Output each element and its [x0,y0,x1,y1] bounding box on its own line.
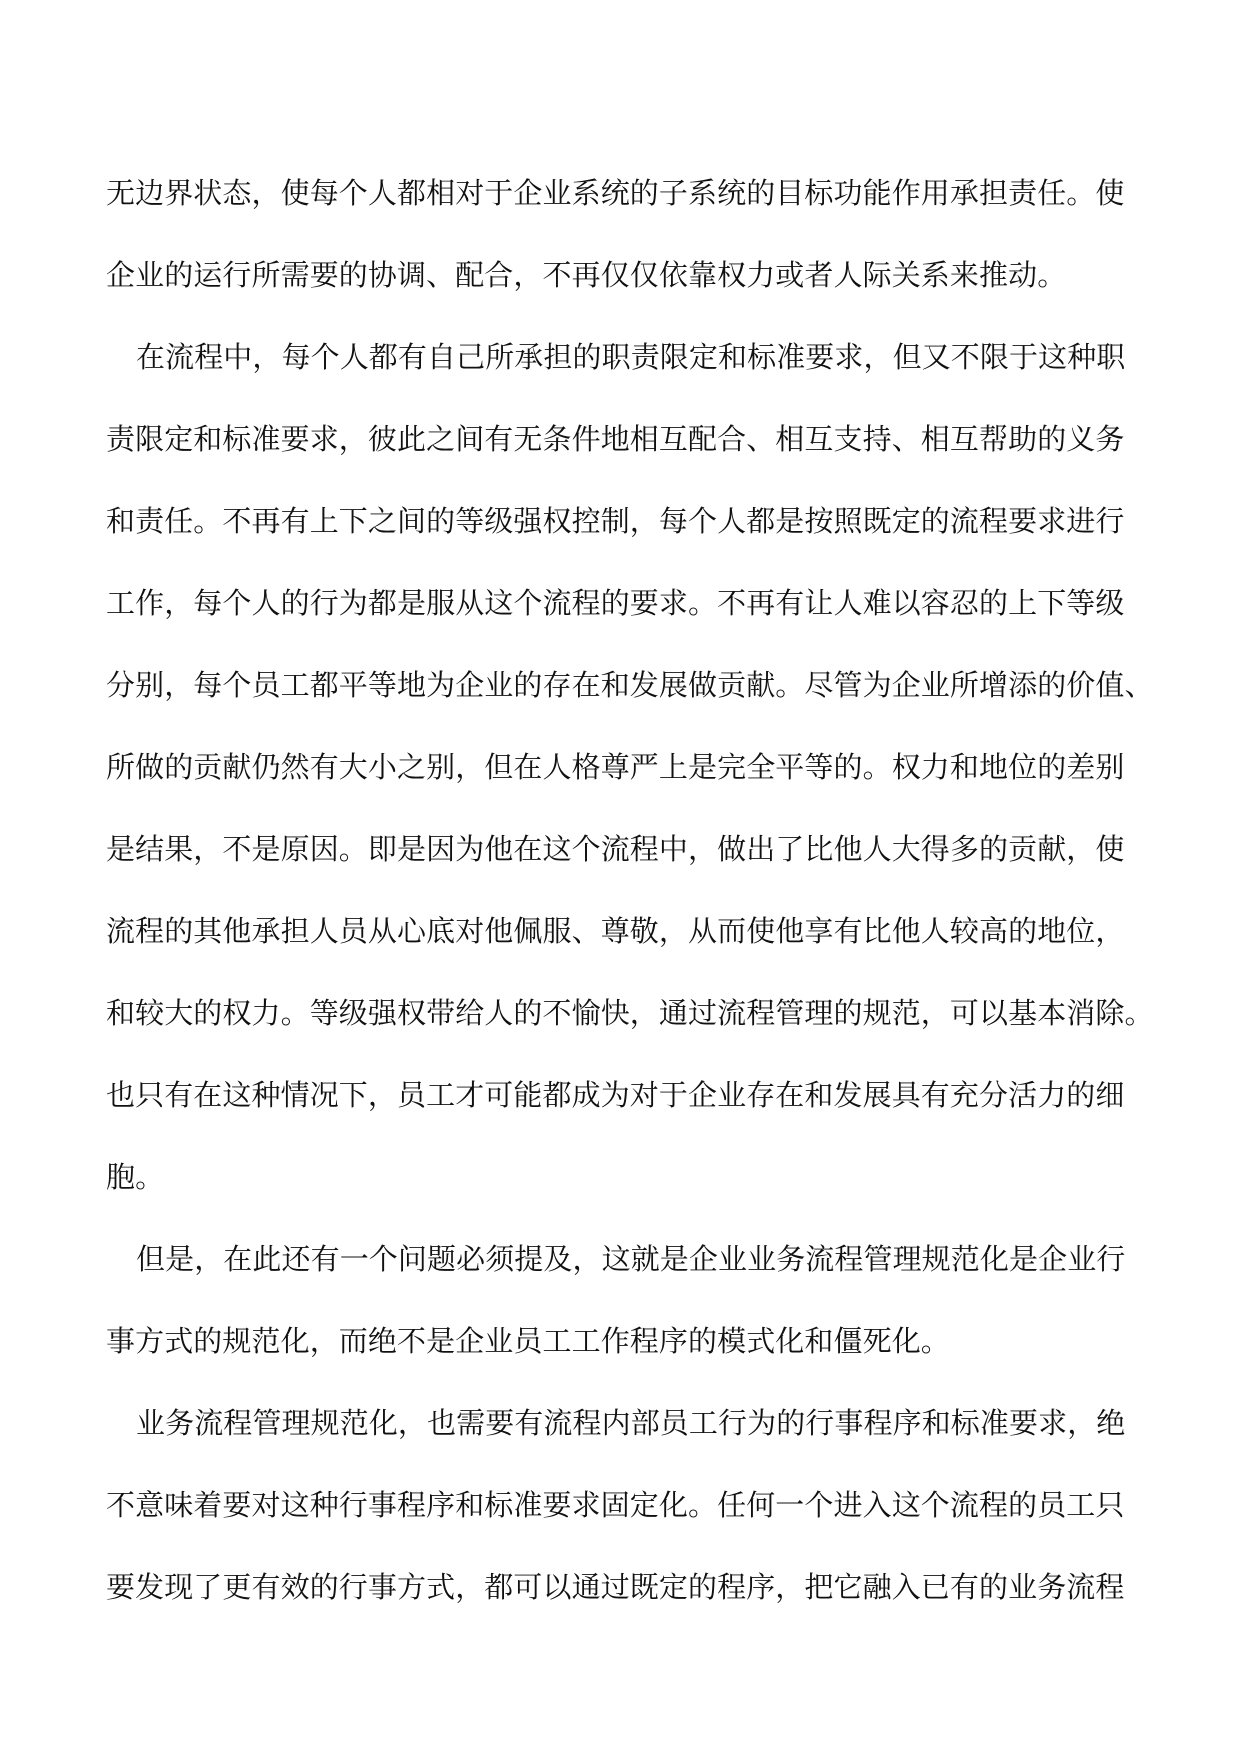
text-line: 无边界状态，使每个人都相对于企业系统的子系统的目标功能作用承担责任。使 [106,176,1125,210]
text-line: 不意味着要对这种行事程序和标准要求固定化。任何一个进入这个流程的员工只 [106,1488,1125,1522]
text-line: 和较大的权力。等级强权带给人的不愉快，通过流程管理的规范，可以基本消除。 [106,996,1154,1030]
text-line: 所做的贡献仍然有大小之别，但在人格尊严上是完全平等的。权力和地位的差别 [106,750,1125,784]
text-line: 要发现了更有效的行事方式，都可以通过既定的程序，把它融入已有的业务流程 [106,1570,1125,1604]
text-line: 是结果，不是原因。即是因为他在这个流程中，做出了比他人大得多的贡献，使 [106,832,1125,866]
text-line: 和责任。不再有上下之间的等级强权控制，每个人都是按照既定的流程要求进行 [106,504,1125,538]
text-line: 事方式的规范化，而绝不是企业员工工作程序的模式化和僵死化。 [106,1324,950,1358]
paragraph-start-line: 业务流程管理规范化，也需要有流程内部员工行为的行事程序和标准要求，绝 [136,1406,1126,1440]
text-line: 胞。 [106,1160,165,1194]
paragraph-start-line: 但是，在此还有一个问题必须提及，这就是企业业务流程管理规范化是企业行 [136,1242,1126,1276]
text-line: 责限定和标准要求，彼此之间有无条件地相互配合、相互支持、相互帮助的义务 [106,422,1125,456]
text-line: 也只有在这种情况下，员工才可能都成为对于企业存在和发展具有充分活力的细 [106,1078,1125,1112]
document-body [106,152,1154,1628]
text-line: 分别，每个员工都平等地为企业的存在和发展做贡献。尽管为企业所增添的价值、 [106,668,1154,702]
text-line: 流程的其他承担人员从心底对他佩服、尊敬，从而使他享有比他人较高的地位， [106,914,1125,948]
text-line: 企业的运行所需要的协调、配合，不再仅仅依靠权力或者人际关系来推动。 [106,258,1067,292]
paragraph-start-line: 在流程中，每个人都有自己所承担的职责限定和标准要求，但又不限于这种职 [136,340,1126,374]
text-line: 工作，每个人的行为都是服从这个流程的要求。不再有让人难以容忍的上下等级 [106,586,1125,620]
